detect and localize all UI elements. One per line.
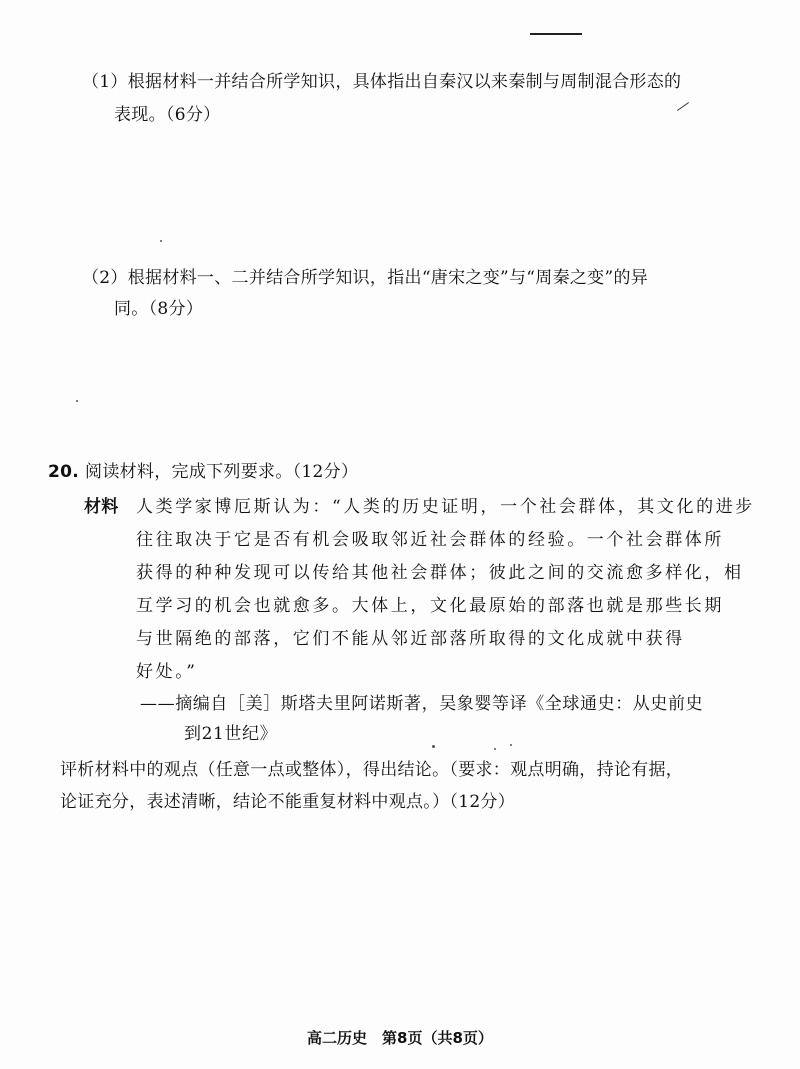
pen-stroke-mark	[530, 33, 582, 35]
material-line-2: 往往取决于它是否有机会吸取邻近社会群体的经验。一个社会群体所	[136, 530, 724, 550]
pen-tick-mark	[677, 102, 689, 111]
scan-speck	[494, 748, 496, 750]
scan-speck	[510, 744, 512, 746]
scan-speck	[432, 745, 435, 748]
material-line-1: 人类学家博厄斯认为：“人类的历史证明，一个社会群体，其文化的进步	[136, 497, 755, 517]
q20-task-line1: 评析材料中的观点（任意一点或整体），得出结论。（要求：观点明确，持论有据，	[60, 760, 684, 780]
q19-part1-line2: 表现。（6分）	[114, 105, 221, 125]
q19-part1-line1: （1）根据材料一并结合所学知识，具体指出自秦汉以来秦制与周制混合形态的	[82, 72, 682, 92]
scan-speck	[76, 400, 78, 402]
material-source-line1: ——摘编自［美］斯塔夫里阿诺斯著，吴象婴等译《全球通史：从史前史	[140, 694, 704, 714]
q19-part2-line2: 同。（8分）	[114, 299, 204, 319]
material-line-3: 获得的种种发现可以传给其他社会群体；彼此之间的交流愈多样化，相	[136, 563, 744, 583]
q20-task-line2: 论证充分，表述清晰，结论不能重复材料中观点。）（12分）	[60, 792, 516, 812]
material-label: 材料	[84, 497, 119, 517]
material-source-line2: 到21世纪》	[184, 724, 278, 744]
q20-heading	[48, 460, 358, 484]
q19-part2-line1: （2）根据材料一、二并结合所学知识，指出“唐宋之变”与“周秦之变”的异	[82, 268, 649, 288]
page-footer: 高二历史 第8页（共8页）	[307, 1029, 493, 1047]
material-line-5: 与世隔绝的部落，它们不能从邻近部落所取得的文化成就中获得	[136, 629, 685, 649]
material-line-6: 好处。”	[136, 662, 198, 682]
scan-speck	[160, 240, 162, 242]
q20-heading-text: 阅读材料，完成下列要求。（12分）	[85, 462, 359, 482]
material-line-4: 互学习的机会也就愈多。大体上，文化最原始的部落也就是那些长期	[136, 596, 724, 616]
q20-number: 20.	[48, 462, 80, 482]
